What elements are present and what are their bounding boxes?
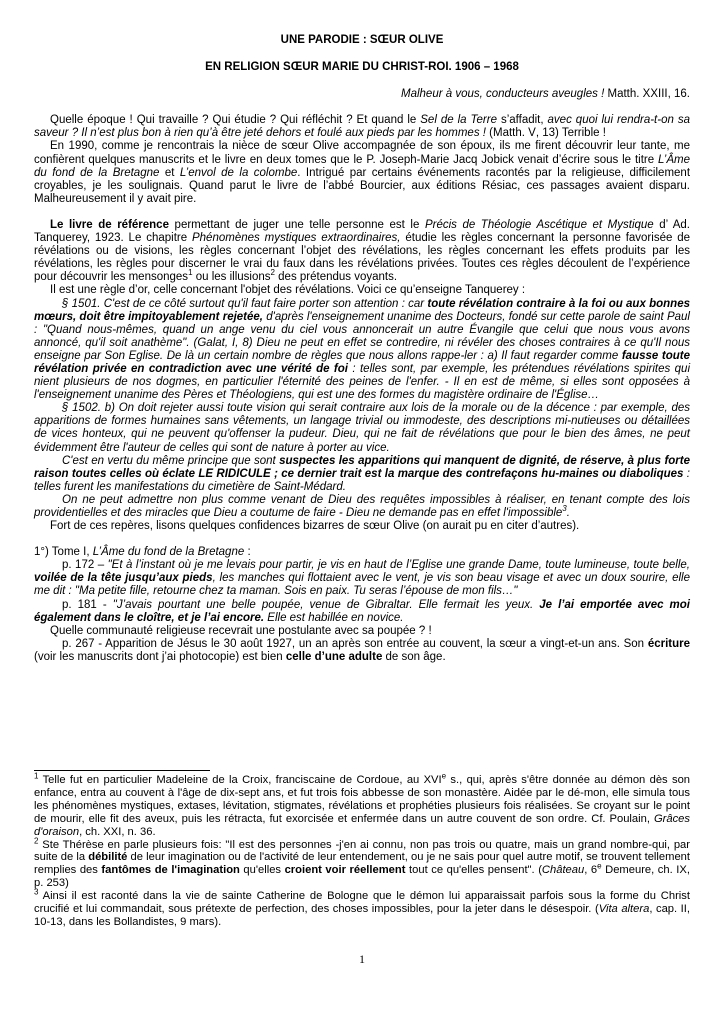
tome1-question: Quelle communauté religieuse recevrait une postulante avec sa poupée ? ! — [50, 624, 432, 637]
quote-1502: § 1502. b) On doit rejeter aussi toute vision qui serait contraire aux lois de la morale ou de la décence : par exemple, des apparitions de formes humaines sans vêtements, un langage trivial ou immodeste, des descriptions mi-nutieuses ou détaillées de vices honteux, qui ne peuvent qu'offenser la pudeur. Dieu, qui ne fait de révélations que pour le bien des âmes, ne peut évidemment être l'auteur de celles qui sont de nature à porter au vice. — [34, 402, 690, 454]
epigraph-quote: Malheur à vous, conducteurs aveugles ! — [401, 88, 605, 101]
footnote-separator — [34, 770, 210, 771]
footnote-2: $^2$ Ste Thérèse en parle plusieurs fois: "Il est des personnes -j'en ai connu, non pas trois ou quatre, mais un grand nombre-qui, par suite de la débilité de leur imagination ou de l'activité de leur entendement, ou je ne sais pour quel autre motif, se trouvent tellement remplies des fantômes de l'imagination qu'elles croient voir réellement tout ce qu'elles pensent". (Château, 6e Demeure, ch. IX, p. 253) — [34, 835, 690, 890]
document-title: UNE PARODIE : SŒUR OLIVE — [280, 34, 444, 46]
golden-rule-paragraph: Il est une règle d’or, celle concernant l'objet des révélations. Voici ce qu’enseigne Tanquerey : — [50, 284, 526, 297]
footnote-1: $^1$ Telle fut en particulier Madeleine de la Croix, franciscaine de Cordoue, au XVIe s., qui, après s'être donnée au démon dès son enfance, entra au couvent à l'âge de dix-sept ans, et fut trois fois abbesse de son monastère. Aidée par le dé-mon, elle simula tous les phénomènes mystiques, extases, lévitation, stigmates, révélations et prophéties plusieurs fois réalisées. Se croyant sur le point de mourir, elle fit des aveux, puis les rétracta, fut exorcisée et enfermée dans un autre couvent de son ordre. Cf. Poulain, Grâces d'oraison, ch. XXI, n. 36. — [34, 771, 691, 838]
intro-paragraph-1: Quelle époque ! Qui travaille ? Qui étudie ? Qui réfléchit ? Et quand le Sel de la Terre s’affadit, avec quoi lui rendra-t-on sa saveur ? Il n’est plus bon à rien qu’à être jeté dehors et foulé aux pieds par les hommes ! (Matth. V, 13) Terrible ! — [34, 114, 690, 140]
reference-paragraph: Le livre de référence permettant de juger une telle personne est le Précis de Théologie Ascétique et Mystique d’ Ad. Tanquerey, 1923. Le chapitre Phénomènes mystiques extraordinaires, étudie les règles concernant la personne favorisée de révélations ou de visions, les règles concernant l’objet des révélations, les règles concernant les effets produits par les révélations, les règles pour discerner le vrai du faux dans les révélations privées. Toutes ces règles découlent de l’expérience pour découvrir les mensonges$^1$ ou les illusions$^2$ des prétendus voyants. — [34, 218, 691, 284]
footnote-ref-2[interactable]: 2 — [270, 268, 275, 278]
footnote-ref-1[interactable]: 1 — [188, 268, 193, 278]
quote-1501: § 1501. C'est de ce côté surtout qu'il faut faire porter son attention : car toute révélation contraire à la foi ou aux bonnes mœurs, doit être impitoyablement rejetée, d'après l'enseignement unanime des Docteurs, fondé sur cette parole de saint Paul : "Quand nous-mêmes, quand un ange venu du ciel vous annoncerait un autre Évangile que celui que nous vous avons annoncé, qu'il soit anathème". (Galat, I, 8) Dieu ne peut en effet se contredire, ni révéler des choses contraires à ce qu'Il nous enseigne par Son Eglise. De là un certain nombre de règles que nous allons rappe-ler : a) Il faut regarder comme fausse toute révélation privée en contradiction avec une vérité de foi : telles sont, par exemple, les prétendues révélations spirites qui nient plusieurs de nos dogmes, en particulier l'éternité des peines de l'enfer. - Il en est de même, si elles sont opposées à l'enseignement unanime des Pères et Théologiens, qui est une des formes du magistère ordinaire de l'Église… — [34, 297, 690, 402]
footnotes — [34, 771, 691, 929]
document-body — [34, 34, 690, 664]
epigraph-ref-book: Matth. — [607, 88, 640, 101]
transition-paragraph: Fort de ces repères, lisons quelques confidences bizarres de sœur Olive (on aurait pu en citer d’autres). — [50, 520, 580, 533]
footnote-ref-3[interactable]: 3 — [562, 504, 567, 514]
tome1-heading: 1°) Tome I, L’Âme du fond de la Bretagne : — [34, 546, 251, 559]
epigraph-ref-verse: , 16. — [667, 88, 690, 101]
epigraph-ref-chapter: XXIII — [642, 88, 668, 101]
tome1-p181: p. 181 - "J’avais pourtant une belle poupée, venue de Gibraltar. Elle fermait les yeux. Je l’ai emportée avec moi également dans le cloître, et je l’ai encore. Elle est habillée en novice. — [34, 598, 690, 624]
intro-paragraph-2: En 1990, comme je rencontrais la nièce de sœur Olive accompagnée de son époux, ils me firent découvrir leur tante, me confièrent quelques manuscrits et le livre en deux tomes que le P. Joseph-Marie Jacq Jobick venait d’écrire sous le titre L’Âme du fond de la Bretagne et L’envol de la colombe. Intrigué par certains événements racontés par la religieuse, difficilement croyables, je les soulignais. Quand parut le livre de l’abbé Bourcier, aux éditions Résiac, ces passages avaient disparu. Malheureusement il y avait pire. — [34, 140, 691, 205]
quote-1502-suspect: C'est en vertu du même principe que sont suspectes les apparitions qui manquent de dignité, de réserve, à plus forte raison toutes celles où éclate LE RIDICULE ; ce dernier trait est la marque des contrefaçons hu-maines ou diaboliques : telles furent les manifestations du cimetière de Saint-Médard. — [34, 454, 690, 493]
tome1-p267: p. 267 - Apparition de Jésus le 30 août 1927, un an après son entrée au couvent, la sœur a vingt-et-un ans. Son écriture (voir les manuscrits dont j’ai photocopie) est bien celle d’une adulte de son âge. — [34, 637, 690, 663]
footnote-3: $^3$ Ainsi il est raconté dans la vie de sainte Catherine de Bologne que le démon lui apparaissait parfois sous la forme du Christ crucifié et lui commandait, sous prétexte de perfection, des choses impossibles, pour la jeter dans le désespoir. (Vita altera, cap. II, 10-13, dans les Bollandistes, 9 mars). — [34, 887, 691, 928]
document-subtitle: EN RELIGION SŒUR MARIE DU CHRIST-ROI. 1906 – 1968 — [205, 61, 519, 74]
page-number: 1 — [359, 952, 365, 966]
tome1-p172: p. 172 – "Et à l’instant où je me levais pour partir, je vis en haut de l’Eglise une grande Dame, toute lumineuse, toute belle, voilée de la tête jusqu’aux pieds, les manches qui flottaient avec le vent, je vis son beau visage et avec un doux sourire, elle me dit : "Ma petite fille, retourne chez ta maman. Sois en paix. Tu seras l’épouse de mon fils…" — [34, 559, 690, 598]
quote-1502-impossible: On ne peut admettre non plus comme venant de Dieu des requêtes impossibles à réaliser, en tenant compte des lois providentielles et des miracles que Dieu a coutume de faire - Dieu ne demande pas en effet l'impossible$^3$. — [34, 493, 690, 519]
epigraph — [34, 88, 690, 101]
